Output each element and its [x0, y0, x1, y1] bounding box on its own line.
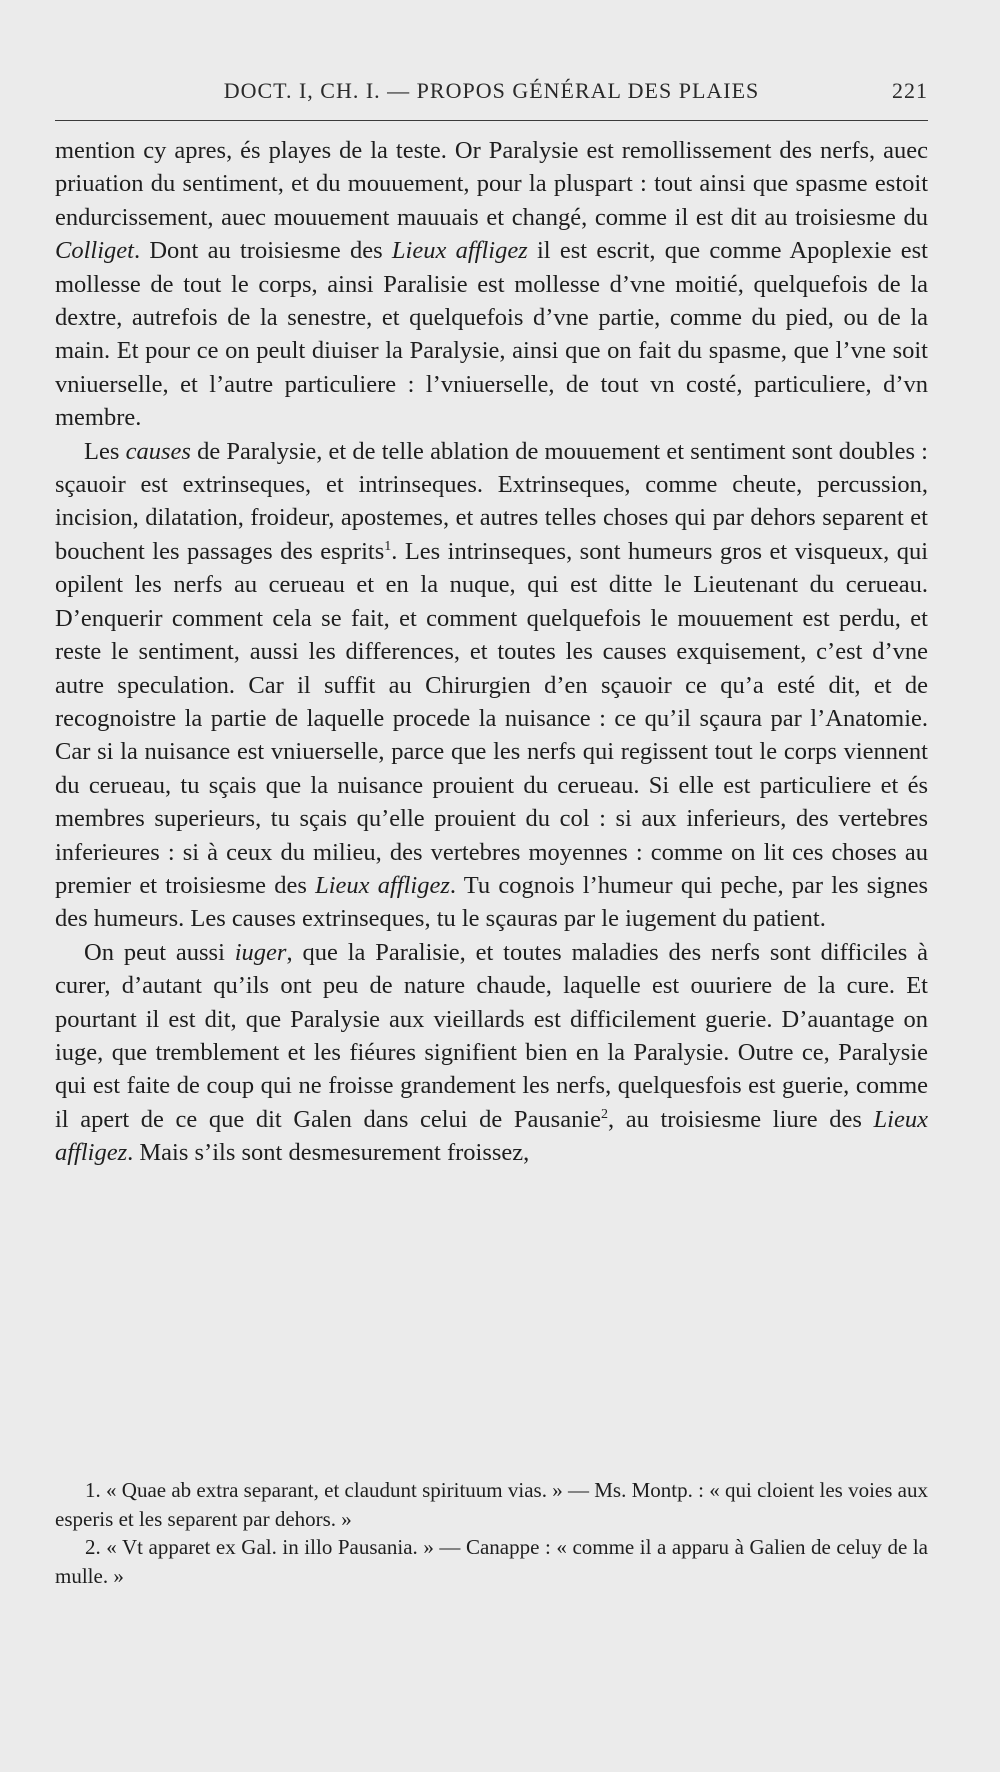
- body-text: [55, 134, 928, 1170]
- text-run: . Mais s’ils sont desmesurement froissez,: [127, 1139, 530, 1167]
- footnote-1: 1. « Quae ab extra separant, et claudunt spirituum vias. » — Ms. Montp. : « qui cloient les voies aux esperis et les separent par dehors. »: [55, 1478, 928, 1531]
- paragraph-2: [55, 435, 928, 936]
- running-head: [55, 78, 928, 114]
- footnote-ref-1: 1: [384, 538, 392, 554]
- running-title: DOCT. I, CH. I. — PROPOS GÉNÉRAL DES PLAIES: [223, 78, 760, 103]
- italic-word: iuger: [234, 938, 287, 966]
- text-run: , que la Paralisie, et toutes maladies des nerfs sont difficiles à curer, d’autant qu’ils ont peu de nature chaude, laquelle est ouuriere de la cure. Et pourtant il est dit, que Paralysie aux vieillards est difficilement guerie. D’auantage on iuge, que tremblement et les fiéures signifient bien en la Paralysie. Outre ce, Paralysie qui est faite de coup qui ne froisse grandement les nerfs, quelquesfois est guerie, comme il apert de ce que dit Galen dans celui de Pausanie: [55, 938, 929, 1133]
- footnote-2: 2. « Vt apparet ex Gal. in illo Pausania. » — Canappe : « comme il a apparu à Galien de celuy de la mulle. »: [55, 1535, 928, 1588]
- paragraph-3: [55, 936, 928, 1170]
- italic-title: Lieux affligez: [391, 237, 528, 265]
- footnotes: [55, 1476, 928, 1590]
- footnote-ref-2: 2: [601, 1106, 608, 1122]
- page-number: 221: [892, 78, 928, 103]
- paragraph-1: [55, 134, 928, 435]
- italic-title: Lieux affligez: [315, 871, 450, 899]
- header-rule: [55, 120, 928, 121]
- text-run: de Paralysie, et de telle ablation de mouuement et sentiment sont doubles : sçauoir est extrinseques, et intrinseques. Extrinseques, comme cheute, percussion, incision, dilatation, froideur, apostemes, et autres telles choses qui par dehors separent et bouchent les passages des esprits: [55, 437, 928, 565]
- text-run: On peut aussi: [84, 938, 235, 966]
- text-run: . Les intrinseques, sont humeurs gros et visqueux, qui opilent les nerfs au cerueau et en la nuque, qui est ditte le Lieutenant du cerueau. D’enquerir comment cela se fait, et comment quelquefois le mouuement est perdu, et reste le sentiment, aussi les differences, et toutes les causes exquisement, c’est d’vne autre speculation. Car il suffit au Chirurgien d’en sçauoir ce qu’a esté dit, et de recognoistre la partie de laquelle procede la nuisance : ce qu’il sçaura par l’Anatomie. Car si la nuisance est vniuerselle, parce que les nerfs qui regissent tout le corps viennent du cerueau, tu sçais que la nuisance prouient du cerueau. Si elle est particuliere et és membres superieurs, tu sçais qu’elle prouient du col : si aux inferieurs, des vertebres inferieures : si à ceux du milieu, des vertebres moyennes : comme on lit ces choses au premier et troisiesme des: [55, 537, 928, 899]
- italic-title: Lieux affligez: [55, 1105, 928, 1167]
- text-run: . Tu cognois l’humeur qui peche, par les signes des humeurs. Les causes extrinseques, tu le sçauras par le iugement du patient.: [55, 871, 928, 933]
- text-run: il est escrit, que comme Apoplexie est mollesse de tout le corps, ainsi Paralisie est mollesse d’vne moitié, quelquefois de la dextre, autrefois de la senestre, et quelquefois d’vne partie, comme du pied, ou de la main. Et pour ce on peult diuiser la Paralysie, ainsi que on fait du spasme, que l’vne soit vniuerselle, et l’autre particuliere : l’vniuerselle, de tout vn costé, particuliere, d’vn membre.: [55, 237, 928, 432]
- text-run: Les: [84, 437, 126, 465]
- text-run: , au troisiesme liure des: [608, 1105, 874, 1133]
- italic-title: Colliget: [55, 237, 134, 265]
- text-run: . Dont au troisiesme des: [133, 237, 392, 265]
- italic-word: causes: [125, 437, 191, 465]
- text-run: mention cy apres, és playes de la teste. Or Paralysie est remollissement des nerfs, auec priuation du sentiment, et du mouuement, pour la pluspart : tout ainsi que spasme estoit endurcissement, auec mouuement mauuais et changé, comme il est dit au troisiesme du: [55, 137, 928, 231]
